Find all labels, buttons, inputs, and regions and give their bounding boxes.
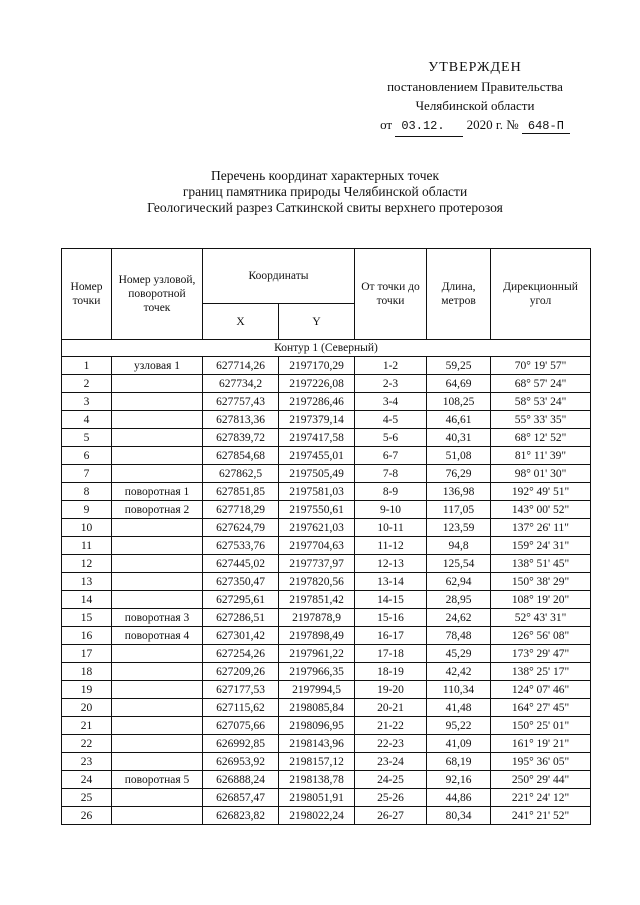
table-row: [62, 789, 591, 807]
table-row: [62, 483, 591, 501]
cell-point-number: 20: [62, 699, 112, 717]
cell-node-type: [112, 699, 203, 717]
cell-x: 627445,02: [203, 555, 279, 573]
cell-point-number: 10: [62, 519, 112, 537]
cell-point-number: 13: [62, 573, 112, 591]
header-node-number: Номер узловой, поворотной точек: [112, 249, 203, 340]
cell-length: 24,62: [427, 609, 491, 627]
cell-y: 2197581,03: [279, 483, 355, 501]
cell-y: 2197704,63: [279, 537, 355, 555]
cell-x: 627301,42: [203, 627, 279, 645]
table-row: [62, 591, 591, 609]
cell-node-type: [112, 807, 203, 825]
cell-length: 28,95: [427, 591, 491, 609]
cell-length: 78,48: [427, 627, 491, 645]
cell-node-type: [112, 465, 203, 483]
cell-point-number: 7: [62, 465, 112, 483]
cell-x: 627254,26: [203, 645, 279, 663]
cell-node-type: [112, 447, 203, 465]
cell-length: 117,05: [427, 501, 491, 519]
table-row: [62, 735, 591, 753]
cell-node-type: узловая 1: [112, 357, 203, 375]
cell-segment: 4-5: [355, 411, 427, 429]
table-row: [62, 555, 591, 573]
cell-segment: 25-26: [355, 789, 427, 807]
table-row: [62, 411, 591, 429]
header-from-to: От точки до точки: [355, 249, 427, 340]
cell-x: 626823,82: [203, 807, 279, 825]
table-row: [62, 609, 591, 627]
cell-node-type: [112, 375, 203, 393]
table-row: [62, 375, 591, 393]
cell-x: 627286,51: [203, 609, 279, 627]
cell-node-type: [112, 573, 203, 591]
cell-node-type: [112, 753, 203, 771]
header-point-number: Номер точки: [62, 249, 112, 340]
cell-x: 627714,26: [203, 357, 279, 375]
approval-year: 2020 г.: [466, 117, 503, 132]
cell-direction-angle: 192° 49' 51": [491, 483, 591, 501]
cell-direction-angle: 98° 01' 30": [491, 465, 591, 483]
cell-node-type: [112, 429, 203, 447]
cell-y: 2197286,46: [279, 393, 355, 411]
cell-direction-angle: 137° 26' 11": [491, 519, 591, 537]
cell-length: 136,98: [427, 483, 491, 501]
cell-segment: 12-13: [355, 555, 427, 573]
cell-direction-angle: 138° 51' 45": [491, 555, 591, 573]
approval-line-2: Челябинской области: [415, 98, 535, 113]
cell-node-type: [112, 393, 203, 411]
cell-x: 627209,26: [203, 663, 279, 681]
cell-direction-angle: 221° 24' 12": [491, 789, 591, 807]
contour-label: Контур 1 (Северный): [62, 340, 591, 357]
cell-segment: 8-9: [355, 483, 427, 501]
cell-x: 627533,76: [203, 537, 279, 555]
cell-length: 62,94: [427, 573, 491, 591]
cell-node-type: [112, 717, 203, 735]
cell-length: 125,54: [427, 555, 491, 573]
cell-direction-angle: 124° 07' 46": [491, 681, 591, 699]
cell-length: 80,34: [427, 807, 491, 825]
cell-direction-angle: 58° 53' 24": [491, 393, 591, 411]
document-title: [60, 168, 590, 216]
cell-node-type: [112, 519, 203, 537]
cell-segment: 9-10: [355, 501, 427, 519]
cell-node-type: поворотная 3: [112, 609, 203, 627]
cell-length: 41,09: [427, 735, 491, 753]
cell-y: 2197966,35: [279, 663, 355, 681]
cell-segment: 6-7: [355, 447, 427, 465]
header-length: Длина, метров: [427, 249, 491, 340]
cell-length: 46,61: [427, 411, 491, 429]
cell-segment: 1-2: [355, 357, 427, 375]
cell-segment: 24-25: [355, 771, 427, 789]
approval-number-label: №: [506, 117, 519, 132]
cell-x: 627075,66: [203, 717, 279, 735]
cell-direction-angle: 55° 33' 35": [491, 411, 591, 429]
cell-direction-angle: 150° 38' 29": [491, 573, 591, 591]
cell-node-type: [112, 411, 203, 429]
cell-point-number: 24: [62, 771, 112, 789]
cell-direction-angle: 241° 21' 52": [491, 807, 591, 825]
cell-length: 76,29: [427, 465, 491, 483]
cell-y: 2197621,03: [279, 519, 355, 537]
cell-y: 2198022,24: [279, 807, 355, 825]
cell-point-number: 17: [62, 645, 112, 663]
cell-node-type: поворотная 1: [112, 483, 203, 501]
approval-line-1: постановлением Правительства: [387, 79, 563, 94]
cell-length: 40,31: [427, 429, 491, 447]
cell-length: 44,86: [427, 789, 491, 807]
table-row: [62, 465, 591, 483]
cell-y: 2197898,49: [279, 627, 355, 645]
cell-node-type: [112, 555, 203, 573]
cell-length: 64,69: [427, 375, 491, 393]
cell-y: 2197505,49: [279, 465, 355, 483]
cell-length: 92,16: [427, 771, 491, 789]
table-row: [62, 645, 591, 663]
cell-y: 2197961,22: [279, 645, 355, 663]
cell-x: 627350,47: [203, 573, 279, 591]
table-row: [62, 771, 591, 789]
cell-node-type: [112, 663, 203, 681]
cell-node-type: поворотная 5: [112, 771, 203, 789]
cell-x: 627839,72: [203, 429, 279, 447]
cell-length: 95,22: [427, 717, 491, 735]
cell-length: 123,59: [427, 519, 491, 537]
cell-direction-angle: 138° 25' 17": [491, 663, 591, 681]
table-row: [62, 717, 591, 735]
cell-point-number: 8: [62, 483, 112, 501]
cell-direction-angle: 164° 27' 45": [491, 699, 591, 717]
cell-y: 2197455,01: [279, 447, 355, 465]
cell-segment: 2-3: [355, 375, 427, 393]
cell-segment: 14-15: [355, 591, 427, 609]
cell-length: 68,19: [427, 753, 491, 771]
cell-point-number: 23: [62, 753, 112, 771]
cell-point-number: 9: [62, 501, 112, 519]
table-row: [62, 663, 591, 681]
cell-node-type: [112, 591, 203, 609]
cell-point-number: 6: [62, 447, 112, 465]
approval-prefix: от: [380, 117, 393, 132]
cell-x: 627851,85: [203, 483, 279, 501]
cell-x: 627862,5: [203, 465, 279, 483]
cell-point-number: 14: [62, 591, 112, 609]
cell-point-number: 3: [62, 393, 112, 411]
cell-segment: 26-27: [355, 807, 427, 825]
cell-point-number: 2: [62, 375, 112, 393]
cell-point-number: 18: [62, 663, 112, 681]
header-y: Y: [279, 304, 355, 340]
cell-x: 627757,43: [203, 393, 279, 411]
approval-stamp: [360, 58, 590, 137]
cell-y: 2197820,56: [279, 573, 355, 591]
cell-y: 2197878,9: [279, 609, 355, 627]
cell-point-number: 15: [62, 609, 112, 627]
cell-point-number: 22: [62, 735, 112, 753]
cell-x: 626888,24: [203, 771, 279, 789]
cell-node-type: [112, 537, 203, 555]
cell-length: 41,48: [427, 699, 491, 717]
table-row: [62, 681, 591, 699]
cell-node-type: [112, 735, 203, 753]
cell-x: 627177,53: [203, 681, 279, 699]
table-row: [62, 519, 591, 537]
cell-y: 2198143,96: [279, 735, 355, 753]
cell-segment: 23-24: [355, 753, 427, 771]
table-row: [62, 357, 591, 375]
header-direction-angle: Дирекционный угол: [491, 249, 591, 340]
cell-segment: 10-11: [355, 519, 427, 537]
cell-x: 626953,92: [203, 753, 279, 771]
document-title-line-1: Перечень координат характерных точек: [210, 168, 440, 183]
cell-x: 627718,29: [203, 501, 279, 519]
cell-y: 2198051,91: [279, 789, 355, 807]
cell-direction-angle: 250° 29' 44": [491, 771, 591, 789]
cell-length: 94,8: [427, 537, 491, 555]
cell-direction-angle: 161° 19' 21": [491, 735, 591, 753]
cell-x: 627115,62: [203, 699, 279, 717]
cell-point-number: 16: [62, 627, 112, 645]
cell-x: 627734,2: [203, 375, 279, 393]
cell-x: 627854,68: [203, 447, 279, 465]
header-coordinates: Координаты: [203, 249, 355, 304]
cell-point-number: 25: [62, 789, 112, 807]
cell-direction-angle: 126° 56' 08": [491, 627, 591, 645]
table-row: [62, 699, 591, 717]
cell-segment: 19-20: [355, 681, 427, 699]
cell-node-type: поворотная 2: [112, 501, 203, 519]
cell-direction-angle: 173° 29' 47": [491, 645, 591, 663]
cell-segment: 7-8: [355, 465, 427, 483]
cell-node-type: [112, 645, 203, 663]
cell-y: 2198085,84: [279, 699, 355, 717]
table-row: [62, 393, 591, 411]
cell-point-number: 19: [62, 681, 112, 699]
cell-segment: 3-4: [355, 393, 427, 411]
cell-segment: 5-6: [355, 429, 427, 447]
cell-segment: 18-19: [355, 663, 427, 681]
table-row: [62, 753, 591, 771]
header-x: X: [203, 304, 279, 340]
cell-x: 627813,36: [203, 411, 279, 429]
cell-length: 59,25: [427, 357, 491, 375]
cell-segment: 21-22: [355, 717, 427, 735]
cell-x: 626857,47: [203, 789, 279, 807]
table-row: [62, 627, 591, 645]
approval-date: 03.12.: [395, 117, 463, 137]
cell-point-number: 21: [62, 717, 112, 735]
cell-y: 2197226,08: [279, 375, 355, 393]
cell-x: 626992,85: [203, 735, 279, 753]
table-row: [62, 573, 591, 591]
cell-y: 2197550,61: [279, 501, 355, 519]
cell-y: 2198096,95: [279, 717, 355, 735]
cell-x: 627624,79: [203, 519, 279, 537]
cell-segment: 11-12: [355, 537, 427, 555]
coordinates-table: [61, 248, 591, 825]
cell-direction-angle: 70° 19' 57": [491, 357, 591, 375]
cell-y: 2198138,78: [279, 771, 355, 789]
cell-direction-angle: 159° 24' 31": [491, 537, 591, 555]
cell-length: 45,29: [427, 645, 491, 663]
cell-direction-angle: 143° 00' 52": [491, 501, 591, 519]
cell-point-number: 4: [62, 411, 112, 429]
cell-point-number: 5: [62, 429, 112, 447]
cell-y: 2197417,58: [279, 429, 355, 447]
cell-point-number: 11: [62, 537, 112, 555]
cell-node-type: поворотная 4: [112, 627, 203, 645]
cell-segment: 15-16: [355, 609, 427, 627]
cell-direction-angle: 195° 36' 05": [491, 753, 591, 771]
cell-segment: 13-14: [355, 573, 427, 591]
cell-segment: 20-21: [355, 699, 427, 717]
cell-segment: 17-18: [355, 645, 427, 663]
table-body: [62, 340, 591, 825]
table-row: [62, 537, 591, 555]
cell-point-number: 1: [62, 357, 112, 375]
cell-y: 2197379,14: [279, 411, 355, 429]
cell-length: 51,08: [427, 447, 491, 465]
cell-segment: 22-23: [355, 735, 427, 753]
cell-direction-angle: 68° 12' 52": [491, 429, 591, 447]
cell-node-type: [112, 789, 203, 807]
approval-date-line: [360, 115, 590, 137]
table-row: [62, 447, 591, 465]
cell-length: 110,34: [427, 681, 491, 699]
table-row: [62, 501, 591, 519]
cell-y: 2197737,97: [279, 555, 355, 573]
cell-y: 2197851,42: [279, 591, 355, 609]
approval-title: УТВЕРЖДЕН: [428, 60, 522, 75]
cell-y: 2197994,5: [279, 681, 355, 699]
table-row: [62, 807, 591, 825]
document-title-line-2: границ памятника природы Челябинской области: [182, 184, 468, 199]
cell-x: 627295,61: [203, 591, 279, 609]
table-row: [62, 429, 591, 447]
cell-direction-angle: 108° 19' 20": [491, 591, 591, 609]
cell-direction-angle: 150° 25' 01": [491, 717, 591, 735]
cell-length: 42,42: [427, 663, 491, 681]
cell-length: 108,25: [427, 393, 491, 411]
document-title-line-3: Геологический разрез Саткинской свиты верхнего протерозоя: [147, 200, 503, 215]
cell-point-number: 12: [62, 555, 112, 573]
cell-node-type: [112, 681, 203, 699]
cell-segment: 16-17: [355, 627, 427, 645]
cell-direction-angle: 52° 43' 31": [491, 609, 591, 627]
cell-point-number: 26: [62, 807, 112, 825]
cell-direction-angle: 81° 11' 39": [491, 447, 591, 465]
cell-y: 2198157,12: [279, 753, 355, 771]
cell-y: 2197170,29: [279, 357, 355, 375]
approval-number: 648-П: [522, 119, 570, 134]
cell-direction-angle: 68° 57' 24": [491, 375, 591, 393]
